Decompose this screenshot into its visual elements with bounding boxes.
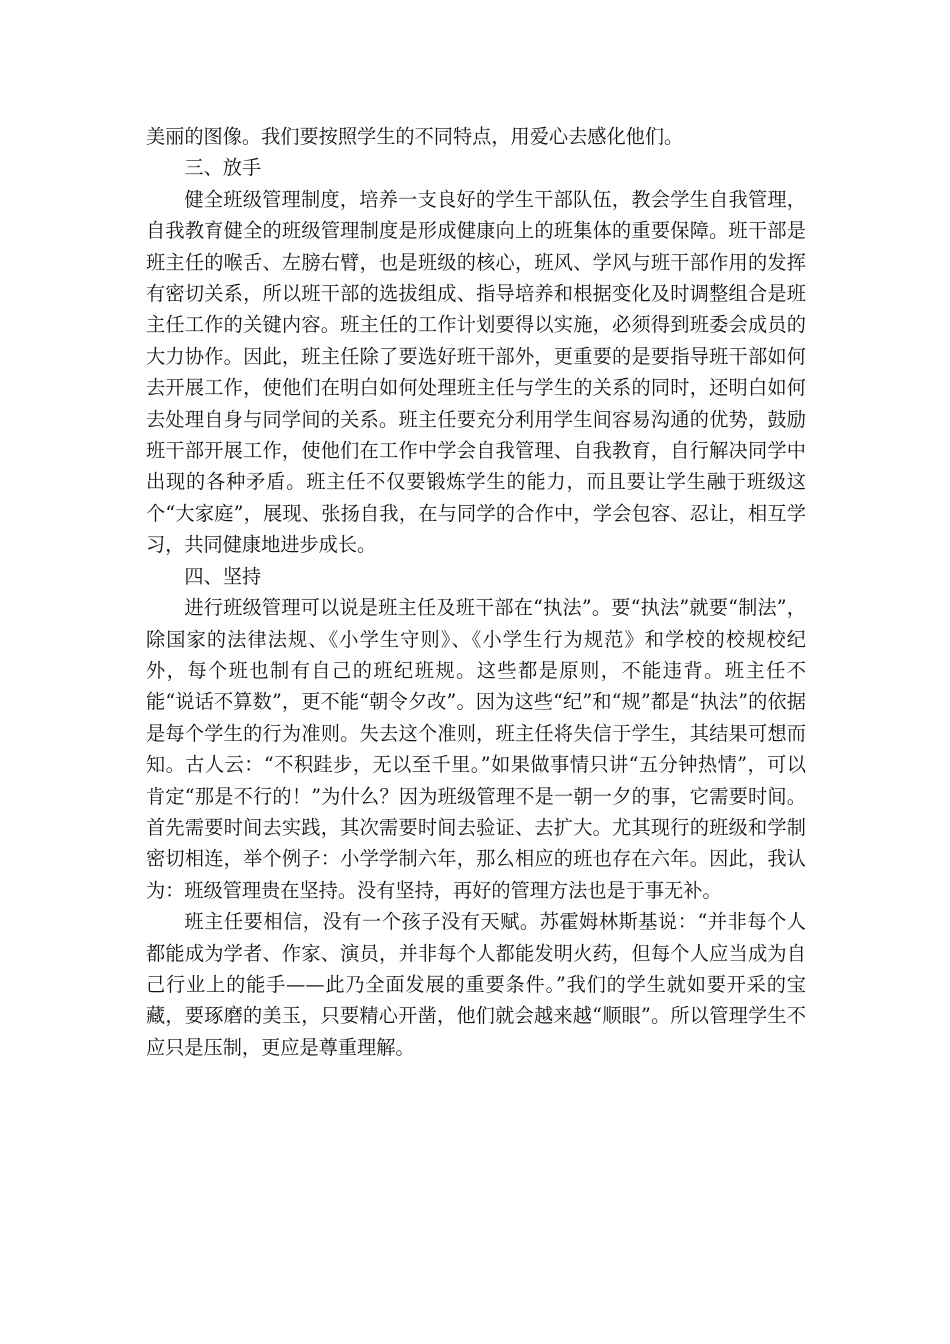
paragraph-talent: 班主任要相信，没有一个孩子没有天赋。苏霍姆林斯基说：“并非每个人都能成为学者、作家、演员，并非每个人都能发明火药，但每个人应当成为自己行业上的能手——此乃全面发展的重要条件。”我们的学生就如要开采的宝藏，要琢磨的美玉，只要精心开凿，他们就会越来越“顺眼”。所以管理学生不应只是压制，更应是尊重理解。 [146, 910, 806, 1059]
paragraph-class-rules: 进行班级管理可以说是班主任及班干部在“执法”。要“执法”就要“制法”，除国家的法律法规、《小学生守则》、《小学生行为规范》和学校的校规校纪外，每个班也制有自己的班纪班规。这些都是原则，不能违背。班主任不能“说话不算数”，更不能“朝令夕改”。因为这些“纪”和“规”都是“执法”的依据是每个学生的行为准则。失去这个准则，班主任将失信于学生，其结果可想而知。古人云：“不积跬步，无以至千里。”如果做事情只讲“五分钟热情”，可以肯定“那是不行的！”为什么？因为班级管理不是一朝一夕的事，它需要时间。首先需要时间去实践，其次需要时间去验证、去扩大。尤其现行的班级和学制密切相连，举个例子：小学学制六年，那么相应的班也存在六年。因此，我认为：班级管理贵在坚持。没有坚持，再好的管理方法也是于事无补。 [146, 596, 806, 902]
section-heading-four: 四、坚持 [184, 564, 262, 588]
document-body [146, 121, 806, 1063]
section-heading-three: 三、放手 [184, 156, 262, 180]
paragraph-class-cadres: 健全班级管理制度，培养一支良好的学生干部队伍，教会学生自我管理，自我教育健全的班级管理制度是形成健康向上的班集体的重要保障。班干部是班主任的喉舌、左膀右臂，也是班级的核心，班风、学风与班干部作用的发挥有密切关系，所以班干部的选拔组成、指导培养和根据变化及时调整组合是班主任工作的关键内容。班主任的工作计划要得以实施，必须得到班委会成员的大力协作。因此，班主任除了要选好班干部外，更重要的是要指导班干部如何去开展工作，使他们在明白如何处理班主任与学生的关系的同时，还明白如何去处理自身与同学间的关系。班主任要充分利用学生间容易沟通的优势，鼓励班干部开展工作，使他们在工作中学会自我管理、自我教育，自行解决同学中出现的各种矛盾。班主任不仅要锻炼学生的能力，而且要让学生融于班级这个“大家庭”，展现、张扬自我，在与同学的合作中，学会包容、忍让，相互学习，共同健康地进步成长。 [146, 187, 806, 557]
paragraph-continuation: 美丽的图像。我们要按照学生的不同特点，用爱心去感化他们。 [146, 125, 684, 148]
